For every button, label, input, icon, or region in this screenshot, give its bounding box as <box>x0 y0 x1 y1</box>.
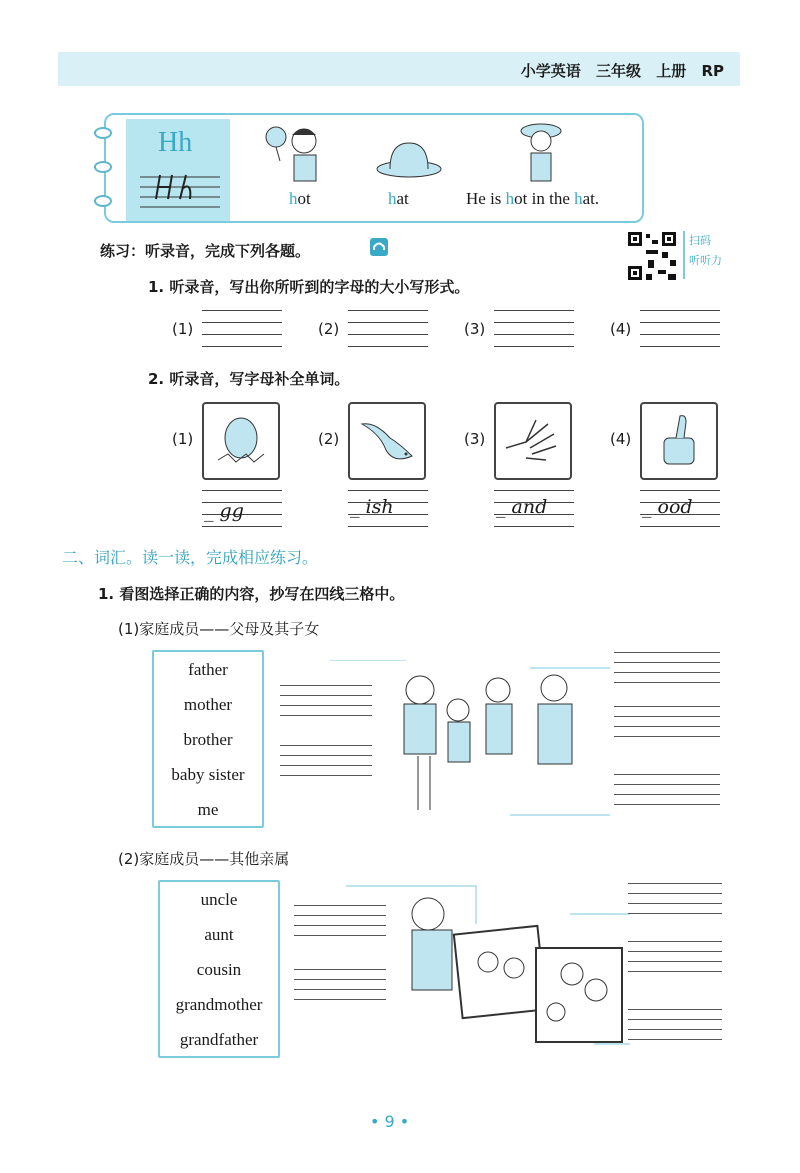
binder-ring <box>94 161 112 173</box>
word-hot: hot <box>289 189 311 208</box>
practice-q1: 1. 听录音，写出你所听到的字母的大小写形式。 <box>148 278 470 296</box>
word-list-1 <box>152 650 264 828</box>
practice-q2: 2. 听录音，写字母补全单词。 <box>148 370 350 388</box>
egg-picture <box>202 402 280 480</box>
family-image-1 <box>330 660 610 820</box>
binder-ring <box>94 195 112 207</box>
fish-icon <box>350 404 424 478</box>
letter-panel <box>126 119 230 221</box>
answer-lines-right-1[interactable] <box>614 652 720 822</box>
word-item[interactable]: grandfather <box>179 1030 259 1049</box>
subsection-2: (2)家庭成员——其他亲属 <box>118 850 290 868</box>
hand-picture <box>494 402 572 480</box>
egg-icon <box>204 404 278 478</box>
hand-icon <box>496 404 570 478</box>
q2-num: (1) <box>172 430 194 448</box>
qr-code-icon[interactable] <box>626 230 678 282</box>
q1-num: (3) <box>464 320 486 338</box>
q2-num: (4) <box>610 430 632 448</box>
word-item[interactable]: father <box>188 660 228 679</box>
page-number: • 9 • <box>370 1112 410 1131</box>
boy-fan-image <box>264 121 334 187</box>
word-item[interactable]: me <box>197 800 219 819</box>
blank-word: _ and <box>496 496 548 518</box>
practice-title: 练习：听录音，完成下列各题。 <box>100 242 311 260</box>
binder-ring <box>94 127 112 139</box>
word-item[interactable]: grandmother <box>175 995 263 1014</box>
letter-card <box>104 113 644 223</box>
fish-picture <box>348 402 426 480</box>
blank-word: _ ood <box>642 496 693 518</box>
word-item[interactable]: uncle <box>200 890 238 909</box>
header-bar <box>58 52 740 86</box>
writing-lines[interactable] <box>494 310 574 346</box>
word-item[interactable]: mother <box>183 695 233 714</box>
word-item[interactable]: aunt <box>204 925 234 944</box>
q2-num: (3) <box>464 430 486 448</box>
q1-num: (1) <box>172 320 194 338</box>
blank-word: _ gg <box>204 500 244 522</box>
section-title: 二、词汇。读一读，完成相应练习。 <box>62 548 319 567</box>
writing-lines[interactable] <box>348 310 428 346</box>
handwriting-lines <box>140 171 220 211</box>
thumbs-up-picture <box>640 402 718 480</box>
word-list-2 <box>158 880 280 1058</box>
hat-image <box>374 137 444 179</box>
big-letter: Hh <box>158 127 193 158</box>
subsection-1: (1)家庭成员——父母及其子女 <box>118 620 320 638</box>
sentence: He is hot in the hat. <box>466 189 600 208</box>
headphone-icon <box>370 238 388 256</box>
blank-word: _ ish <box>350 496 394 518</box>
section-q1: 1. 看图选择正确的内容，抄写在四线三格中。 <box>98 585 405 603</box>
header-text: 小学英语 三年级 上册 RP <box>520 62 724 80</box>
family-image-2 <box>346 884 630 1056</box>
word-item[interactable]: brother <box>183 730 233 749</box>
scan-label: 扫码 听听力 <box>683 231 731 279</box>
writing-lines[interactable] <box>640 310 720 346</box>
answer-lines-right-2[interactable] <box>628 883 722 1055</box>
word-item[interactable]: cousin <box>196 960 242 979</box>
boy-hat-image <box>511 119 571 185</box>
word-hat: hat <box>388 189 409 208</box>
thumbs-up-icon <box>642 404 716 478</box>
word-item[interactable]: baby sister <box>171 765 245 784</box>
q1-num: (4) <box>610 320 632 338</box>
q1-num: (2) <box>318 320 340 338</box>
q2-num: (2) <box>318 430 340 448</box>
writing-lines[interactable] <box>202 310 282 346</box>
